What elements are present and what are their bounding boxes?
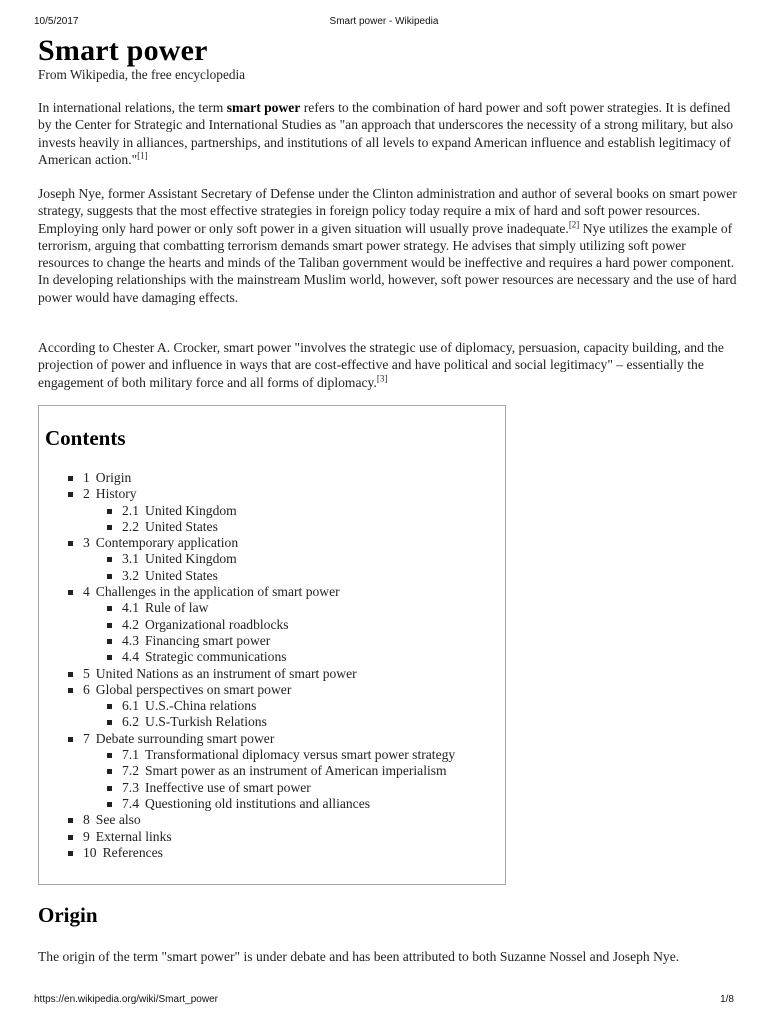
toc-subitem[interactable]: 2.1 United Kingdom bbox=[39, 503, 455, 519]
toc-subitem[interactable]: 7.2 Smart power as an instrument of American imperialism bbox=[39, 763, 455, 779]
crocker-text: According to Chester A. Crocker, smart power "involves the strategic use of diplomacy, persuasion, capacity building, and the projection of power and influence in ways that are cost-effective and have political and social legitimacy" – essentially the engagement of both military force and all forms of diplomacy. bbox=[38, 340, 724, 390]
toc-subitem[interactable]: 3.1 United Kingdom bbox=[39, 551, 455, 567]
intro-text-pre: In international relations, the term bbox=[38, 100, 227, 115]
toc-item[interactable]: 7 Debate surrounding smart power bbox=[39, 731, 455, 747]
toc-subitem[interactable]: 7.1 Transformational diplomacy versus smart power strategy bbox=[39, 747, 455, 763]
nye-text-part1: Joseph Nye, former Assistant Secretary of Defense under the Clinton administration and author of several books on smart power strategy, suggests that the most effective strategies in foreign policy today require a mix of hard and soft power resources. Employing only hard power or only soft power in a given situation will usually prove inadequate. bbox=[38, 186, 737, 236]
toc-list bbox=[39, 470, 455, 861]
toc-subitem[interactable]: 7.3 Ineffective use of smart power bbox=[39, 780, 455, 796]
print-page-title: Smart power - Wikipedia bbox=[329, 16, 439, 27]
toc-item[interactable]: 4 Challenges in the application of smart power bbox=[39, 584, 455, 600]
toc-subitem[interactable]: 6.2 U.S-Turkish Relations bbox=[39, 714, 455, 730]
page-title: Smart power bbox=[38, 34, 208, 67]
nye-paragraph bbox=[38, 185, 738, 306]
print-footer bbox=[34, 994, 734, 1008]
toc-item[interactable]: 1 Origin bbox=[39, 470, 455, 486]
origin-paragraph: The origin of the term "smart power" is under debate and has been attributed to both Suzanne Nossel and Joseph Nye. bbox=[38, 949, 680, 964]
toc-subitem[interactable]: 6.1 U.S.-China relations bbox=[39, 698, 455, 714]
toc-subitem[interactable]: 4.4 Strategic communications bbox=[39, 649, 455, 665]
toc-item[interactable]: 2 History bbox=[39, 486, 455, 502]
toc-item[interactable]: 8 See also bbox=[39, 812, 455, 828]
reference-link-2[interactable]: [2] bbox=[568, 219, 580, 230]
section-heading-origin: Origin bbox=[38, 903, 98, 927]
toc-subitem[interactable]: 7.4 Questioning old institutions and alliances bbox=[39, 796, 455, 812]
crocker-paragraph bbox=[38, 339, 738, 391]
toc-subitem[interactable]: 4.1 Rule of law bbox=[39, 600, 455, 616]
toc-subitem[interactable]: 3.2 United States bbox=[39, 568, 455, 584]
print-url: https://en.wikipedia.org/wiki/Smart_power bbox=[34, 994, 218, 1005]
toc-subitem[interactable]: 4.3 Financing smart power bbox=[39, 633, 455, 649]
toc-subitem[interactable]: 4.2 Organizational roadblocks bbox=[39, 617, 455, 633]
nye-text-part2: Nye utilizes the example of terrorism, arguing that combatting terrorism demands smart power strategy. He advises that simply utilizing soft power resources to change the hearts and minds of the Taliban government would be ineffective and requires a hard power component. In developing relationships with the mainstream Muslim world, however, soft power resources are necessary and the use of hard power would have damaging effects. bbox=[38, 220, 737, 305]
print-header bbox=[34, 16, 734, 30]
table-of-contents bbox=[38, 405, 506, 885]
toc-item[interactable]: 3 Contemporary application bbox=[39, 535, 455, 551]
reference-link-1[interactable]: [1] bbox=[137, 150, 148, 161]
toc-subitem[interactable]: 2.2 United States bbox=[39, 519, 455, 535]
tagline: From Wikipedia, the free encyclopedia bbox=[38, 67, 246, 82]
print-date: 10/5/2017 bbox=[34, 16, 79, 27]
toc-item[interactable]: 5 United Nations as an instrument of smart power bbox=[39, 666, 455, 682]
toc-item[interactable]: 9 External links bbox=[39, 829, 455, 845]
toc-title: Contents bbox=[45, 426, 126, 450]
intro-text-post: refers to the combination of hard power and soft power strategies. It is defined by the Center for Strategic and International Studies as "an approach that underscores the necessity of a strong military, but also invests heavily in alliances, partnerships, and institutions of all levels to expand American influence and establish legitimacy of American action." bbox=[38, 100, 734, 167]
toc-item[interactable]: 10 References bbox=[39, 845, 455, 861]
toc-item[interactable]: 6 Global perspectives on smart power bbox=[39, 682, 455, 698]
print-page-number: 1/8 bbox=[720, 994, 734, 1005]
bold-term: smart power bbox=[226, 100, 301, 115]
reference-link-3[interactable]: [3] bbox=[376, 373, 388, 384]
intro-paragraph bbox=[38, 99, 738, 168]
